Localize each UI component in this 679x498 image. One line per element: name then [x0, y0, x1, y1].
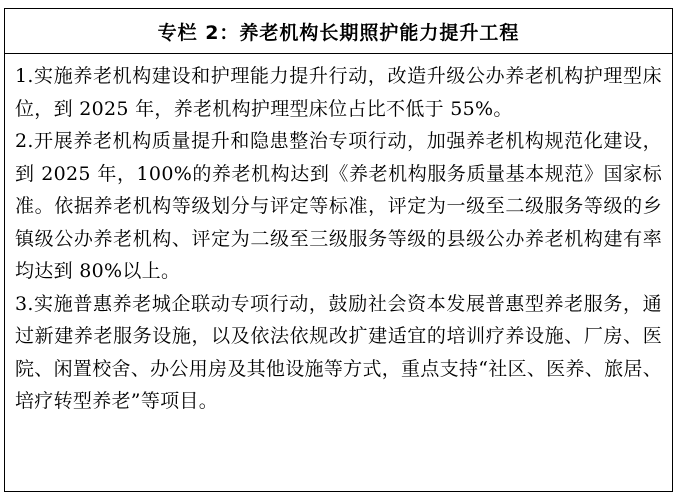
item-2: 2.开展养老机构质量提升和隐患整治专项行动，加强养老机构规范化建设，到 2025 年，100%的养老机构达到《养老机构服务质量基本规范》国家标准。依据养老机构等级划分与评定等标准，评定为一级至二级服务等级的乡镇级公办养老机构、评定为二级至三级服务等级的县级公办养老机构建有率均达到 80%以上。	[15, 130, 662, 282]
item-1: 1.实施养老机构建设和护理能力提升行动，改造升级公办养老机构护理型床位，到 2025 年，养老机构护理型床位占比不低于 55%。	[15, 65, 662, 120]
column-box	[4, 8, 673, 492]
box-body	[5, 54, 672, 418]
item-3: 3.实施普惠养老城企联动专项行动，鼓励社会资本发展普惠型养老服务，通过新建养老服务设施，以及依法依规改扩建适宜的培训疗养设施、厂房、医院、闲置校舍、办公用房及其他设施等方式，重点支持“社区、医养、旅居、培疗转型养老”等项目。	[15, 292, 662, 412]
box-title: 专栏 2：养老机构长期照护能力提升工程	[5, 9, 672, 54]
